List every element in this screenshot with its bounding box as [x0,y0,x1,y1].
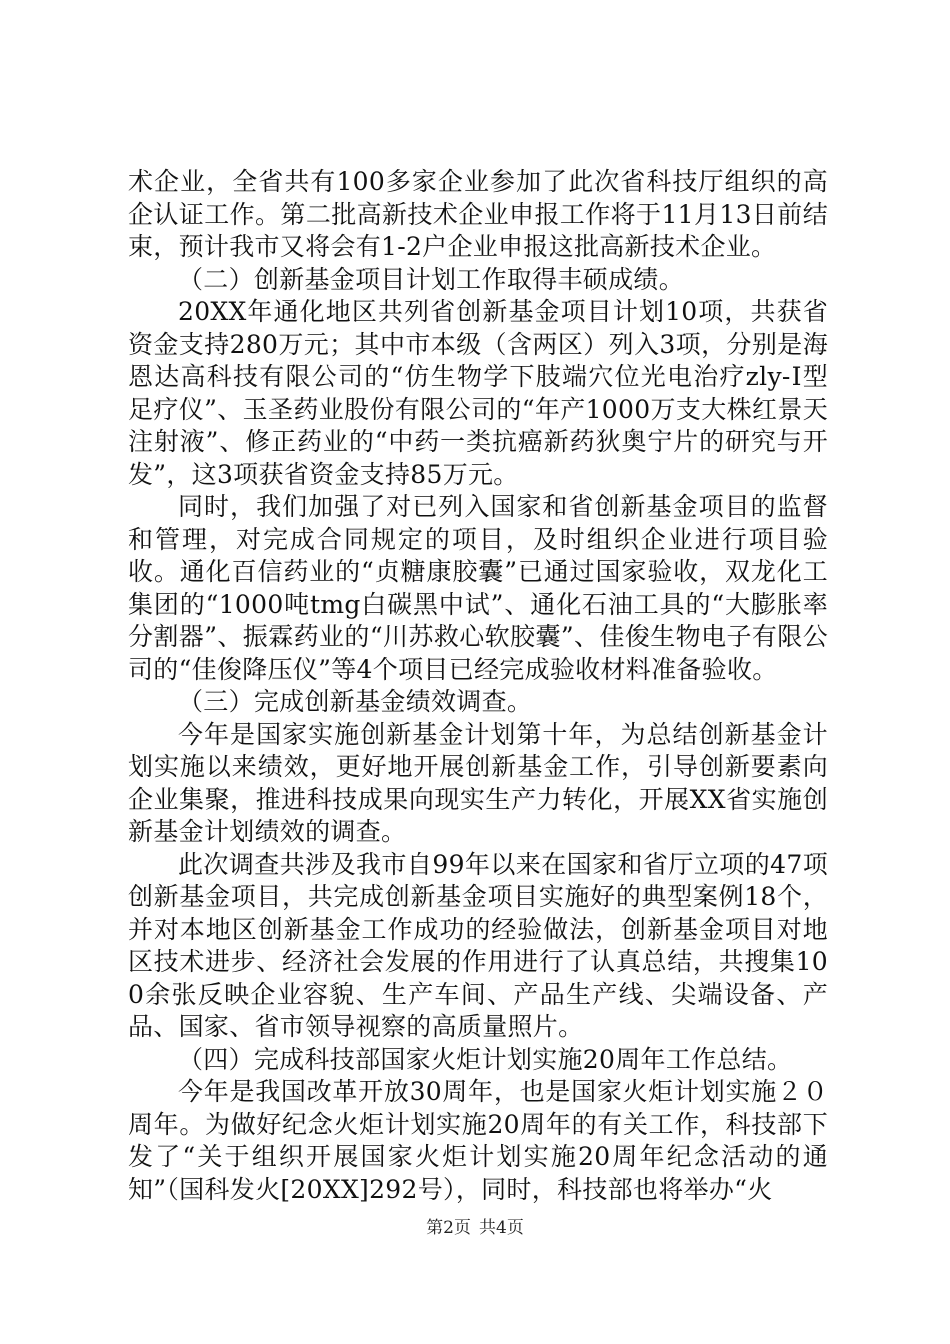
paragraph-performance-survey: 今年是国家实施创新基金计划第十年，为总结创新基金计划实施以来绩效，更好地开展创新基金工作，引导创新要素向企业集聚，推进科技成果向现实生产力转化，开展XX省实施创新基金计划绩效的调查。 [128,719,828,846]
paragraph-innovation-fund-projects: 20XX年通化地区共列省创新基金项目计划10项，共获省资金支持280万元；其中市本级（含两区）列入3项，分别是海恩达高科技有限公司的“仿生物学下肢端穴位光电治疗zly-Ⅰ型足疗仪”、玉圣药业股份有限公司的“年产1000万支大株红景天注射液”、修正药业的“中药一类抗癌新药狄奥宁片的研究与开发”，这3项获省资金支持85万元。 [128,297,828,489]
page-number: 第2页 [426,1218,471,1238]
page-footer [0,1217,950,1239]
page-total: 共4页 [479,1218,524,1238]
document-body [128,166,828,1206]
section-heading-3: （三）完成创新基金绩效调查。 [178,687,533,716]
section-heading-4: （四）完成科技部国家火炬计划实施20周年工作总结。 [178,1044,793,1074]
paragraph-torch-program: 今年是我国改革开放30周年，也是国家火炬计划实施２０周年。为做好纪念火炬计划实施20周年的有关工作，科技部下发了“关于组织开展国家火炬计划实施20周年纪念活动的通知”（国科发火[20XX]292号），同时，科技部也将举办“火 [128,1077,828,1204]
section-heading-2: （二）创新基金项目计划工作取得丰硕成绩。 [178,264,685,294]
paragraph-survey-details: 此次调查共涉及我市自99年以来在国家和省厅立项的47项创新基金项目，共完成创新基金项目实施好的典型案例18个，并对本地区创新基金工作成功的经验做法，创新基金项目对地区技术进步、经济社会发展的作用进行了认真总结，共搜集100余张反映企业容貌、生产车间、产品生产线、尖端设备、产品、国家、省市领导视察的高质量照片。 [128,849,828,1041]
paragraph-continuation: 术企业，全省共有100多家企业参加了此次省科技厅组织的高企认证工作。第二批高新技术企业申报工作将于11月13日前结束，预计我市又将会有1-2户企业申报这批高新技术企业。 [128,167,828,261]
paragraph-supervision-acceptance: 同时，我们加强了对已列入国家和省创新基金项目的监督和管理，对完成合同规定的项目，及时组织企业进行项目验收。通化百信药业的“贞糖康胶囊”已通过国家验收，双龙化工集团的“1000吨tmg白碳黑中试”、通化石油工具的“大膨胀率分割器”、振霖药业的“川苏救心软胶囊”、佳俊生物电子有限公司的“佳俊降压仪”等4个项目已经完成验收材料准备验收。 [128,492,828,684]
